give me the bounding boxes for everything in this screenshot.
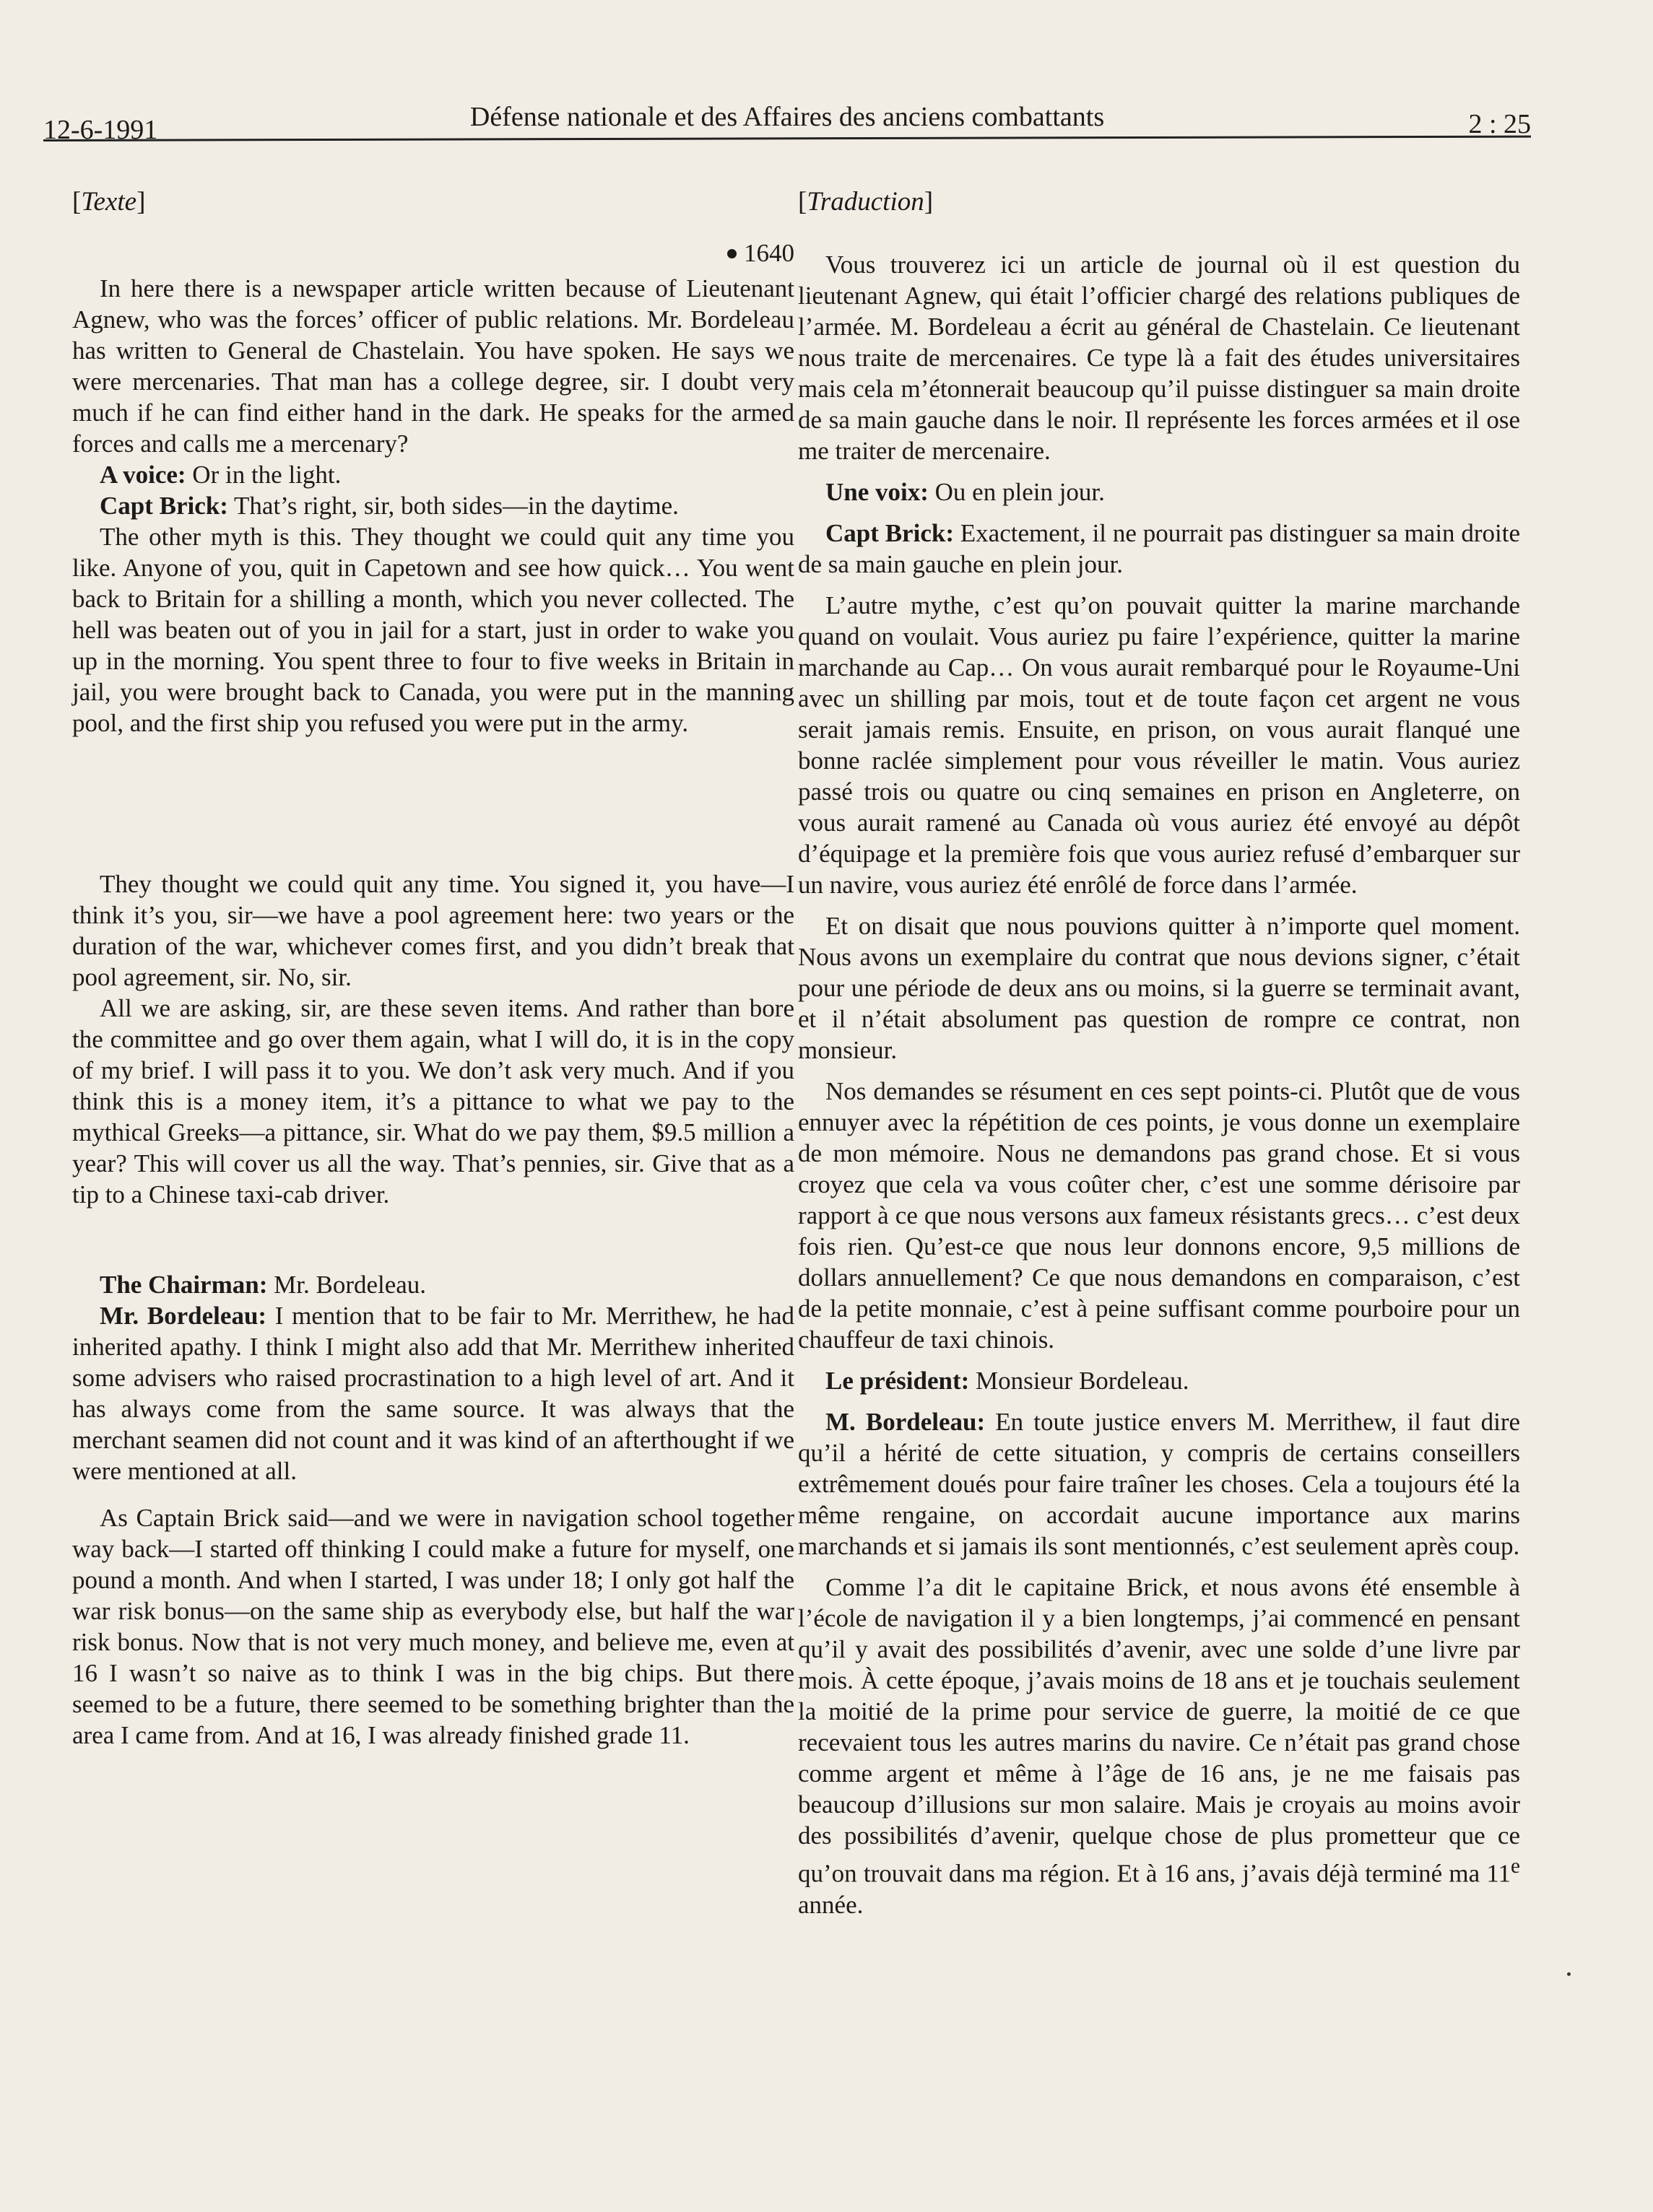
french-tag: [Traduction] <box>798 187 934 217</box>
page-number: 2 : 25 <box>1468 109 1531 139</box>
speaker-text: En toute justice envers M. Merrithew, il faut dire qu’il a hérité de cette situation, y compris de certains conseillers extrêmement doués pour faire traîner les choses. Cela a toujours été la même rengaine, on accordait aucune importance aux marins marchands et si jamais ils sont mentionnés, c’est seulement après coup. <box>798 1408 1521 1560</box>
speaker-name: Le président: <box>825 1367 970 1395</box>
speaker-name: Mr. Bordeleau: <box>100 1302 267 1330</box>
french-paragraph <box>798 1572 1520 1920</box>
english-speaker-line <box>72 1269 794 1300</box>
english-paragraph: In here there is a newspaper article written because of Lieutenant Agnew, who was the forces’ officer of public relations. Mr. Bordeleau has written to General de Chastelain. You have spoken. He says we were mercenaries. That man has a college degree, sir. I doubt very much if he can find either hand in the dark. He speaks for the armed forces and calls me a mercenary? <box>72 274 794 458</box>
french-column <box>798 186 1520 1920</box>
paragraph-text: Comme l’a dit le capitaine Brick, et nous avons été ensemble à l’école de navigation il y a bien longtemps, j’ai commencé en pensant qu’il y avait des possibilités d’avenir, avec une solde d’une livre par mois. À cette époque, j’avais moins de 18 ans et je touchais seulement la moitié de la prime pour service de guerre, la moitié de ce que recevaient tous les autres marins du navire. Ce n’était pas grand chose comme argent et même à l’âge de 16 ans, je ne me faisais pas beaucoup d’illusions sur mon salaire. Mais je croyais au moins avoir des possibilités d’avenir, quelque chose de plus prometteur que ce qu’on trouvait dans ma région. Et à 16 ans, j’avais déjà terminé ma 11 <box>798 1573 1520 1888</box>
speaker-text: That’s right, sir, both sides—in the daytime. <box>227 492 679 520</box>
speaker-text: Exactement, il ne pourrait pas distinguer sa main droite de sa main gauche en plein jour. <box>798 519 1520 578</box>
english-column <box>72 186 794 1751</box>
speaker-text: Mr. Bordeleau. <box>267 1271 427 1299</box>
speaker-name: Une voix: <box>825 478 929 506</box>
header-title: Défense nationale et des Affaires des anciens combattants <box>469 102 1105 132</box>
english-paragraph: As Captain Brick said—and we were in navigation school together way back—I started off thinking I could make a future for myself, one pound a month. And when I started, I was under 18; I only got half the war risk bonus—on the same ship as everybody else, but half the war risk bonus. Now that is not very much money, and believe me, even at 16 I wasn’t so naive as to think I was in the big chips. But there seemed to be a future, there seemed to be something brighter than the area I came from. And at 16, I was already finished grade 11. <box>72 1504 794 1749</box>
english-speaker-line <box>72 1300 794 1486</box>
english-tag: [Texte] <box>72 187 146 217</box>
french-speaker-line <box>798 1406 1520 1562</box>
french-paragraph: L’autre mythe, c’est qu’on pouvait quitter la marine marchande quand on voulait. Vous auriez pu faire l’expérience, quitter la marine marchande au Cap… On vous aurait rembarqué pour le Royaume-Uni avec un shilling par mois, tout et de toute façon cet argent ne vous serait jamais remis. Ensuite, en prison, on vous aurait flanqué une bonne raclée simplement pour vous réveiller le matin. Vous auriez passé trois ou quatre ou cinq semaines en prison en Angleterre, on vous aurait ramené au Canada où vous auriez été envoyé au dépôt d’équipage et la première fois que vous auriez refusé d’embarquer sur un navire, vous auriez été enrôlé de force dans l’armée. <box>798 591 1520 899</box>
french-tag-label: Traduction <box>807 187 924 217</box>
time-marker <box>72 238 794 269</box>
speaker-name: A voice: <box>100 461 186 489</box>
speaker-name: M. Bordeleau: <box>825 1408 986 1436</box>
french-paragraph: Vous trouverez ici un article de journal où il est question du lieutenant Agnew, qui était l’officier chargé des relations publiques de l’armée. M. Bordeleau a écrit au général de Chastelain. Ce lieutenant nous traite de mercenaires. Ce type là a fait des études universitaires mais cela m’étonnerait beaucoup qu’il puisse distinguer sa main droite de sa main gauche dans le noir. Il représente les forces armées et il ose me traiter de mercenaire. <box>798 251 1520 465</box>
speaker-text: I mention that to be fair to Mr. Merrithew, he had inherited apathy. I think I might also add that Mr. Merrithew inherited some advisers who raised procrastination to a high level of art. And it has always come from the same source. It was always that the merchant seamen did not count and it was kind of an afterthought if we were mentioned at all. <box>72 1302 794 1485</box>
speaker-name: Capt Brick: <box>100 492 228 520</box>
ink-speck <box>1567 1972 1571 1976</box>
english-speaker-line <box>72 490 794 521</box>
bullet-icon <box>727 249 737 258</box>
french-speaker-line <box>798 1365 1520 1396</box>
english-paragraph: All we are asking, sir, are these seven items. And rather than bore the committee and go over them again, what I will do, it is in the copy of my brief. I will pass it to you. We don’t ask very much. And if you think this is a money item, it’s a pittance to what we pay to the mythical Greeks—a pittance, sir. What do we pay them, $9.5 million a year? This will cover us all the way. That’s pennies, sir. Give that as a tip to a Chinese taxi-cab driver. <box>72 994 794 1209</box>
french-paragraph: Et on disait que nous pouvions quitter à n’importe quel moment. Nous avons un exemplaire du contrat que nous devions signer, c’était pour une période de deux ans ou moins, si la guerre se terminait avant, et il n’était absolument pas question de rompre ce contrat, non monsieur. <box>798 912 1520 1064</box>
french-speaker-line <box>798 518 1520 580</box>
header-date: 12-6-1991 <box>43 115 158 145</box>
paragraph-end: année. <box>798 1890 864 1919</box>
speaker-text: Monsieur Bordeleau. <box>969 1367 1189 1395</box>
speaker-text: Or in the light. <box>186 461 342 489</box>
speaker-name: The Chairman: <box>100 1271 268 1299</box>
french-speaker-line <box>798 476 1520 508</box>
english-paragraph: They thought we could quit any time. You signed it, you have—I think it’s you, sir—we have a pool agreement here: two years or the duration of the war, whichever comes first, and you didn’t break that pool agreement, sir. No, sir. <box>72 870 794 991</box>
english-tag-label: Texte <box>81 187 137 217</box>
speaker-name: Capt Brick: <box>825 519 954 547</box>
english-paragraph: The other myth is this. They thought we could quit any time you like. Anyone of you, quit in Capetown and see how quick… You went back to Britain for a shilling a month, which you never collected. The hell was beaten out of you in jail for a start, just in order to wake you up in the morning. You spent three to four to five weeks in Britain in jail, you were brought back to Canada, you were put in the manning pool, and the first ship you refused you were put in the army. <box>72 523 794 737</box>
superscript: e <box>1511 1855 1520 1878</box>
time-marker-label: 1640 <box>744 239 794 267</box>
english-speaker-line <box>72 459 794 490</box>
french-paragraph: Nos demandes se résument en ces sept points-ci. Plutôt que de vous ennuyer avec la répétition de ces points, je vous donne un exemplaire de mon mémoire. Nous ne demandons pas grand chose. Et si vous croyez que cela va vous coûter cher, c’est une somme dérisoire par rapport à ce que nous versons aux fameux résistants grecs… c’est deux fois rien. Qu’est-ce que nous leur donnons encore, 9,5 millions de dollars annuellement? Ce que nous demandons en comparaison, c’est de la petite monnaie, c’est à peine suffisant comme pourboire pour un chauffeur de taxi chinois. <box>798 1077 1520 1354</box>
speaker-text: Ou en plein jour. <box>928 478 1105 506</box>
